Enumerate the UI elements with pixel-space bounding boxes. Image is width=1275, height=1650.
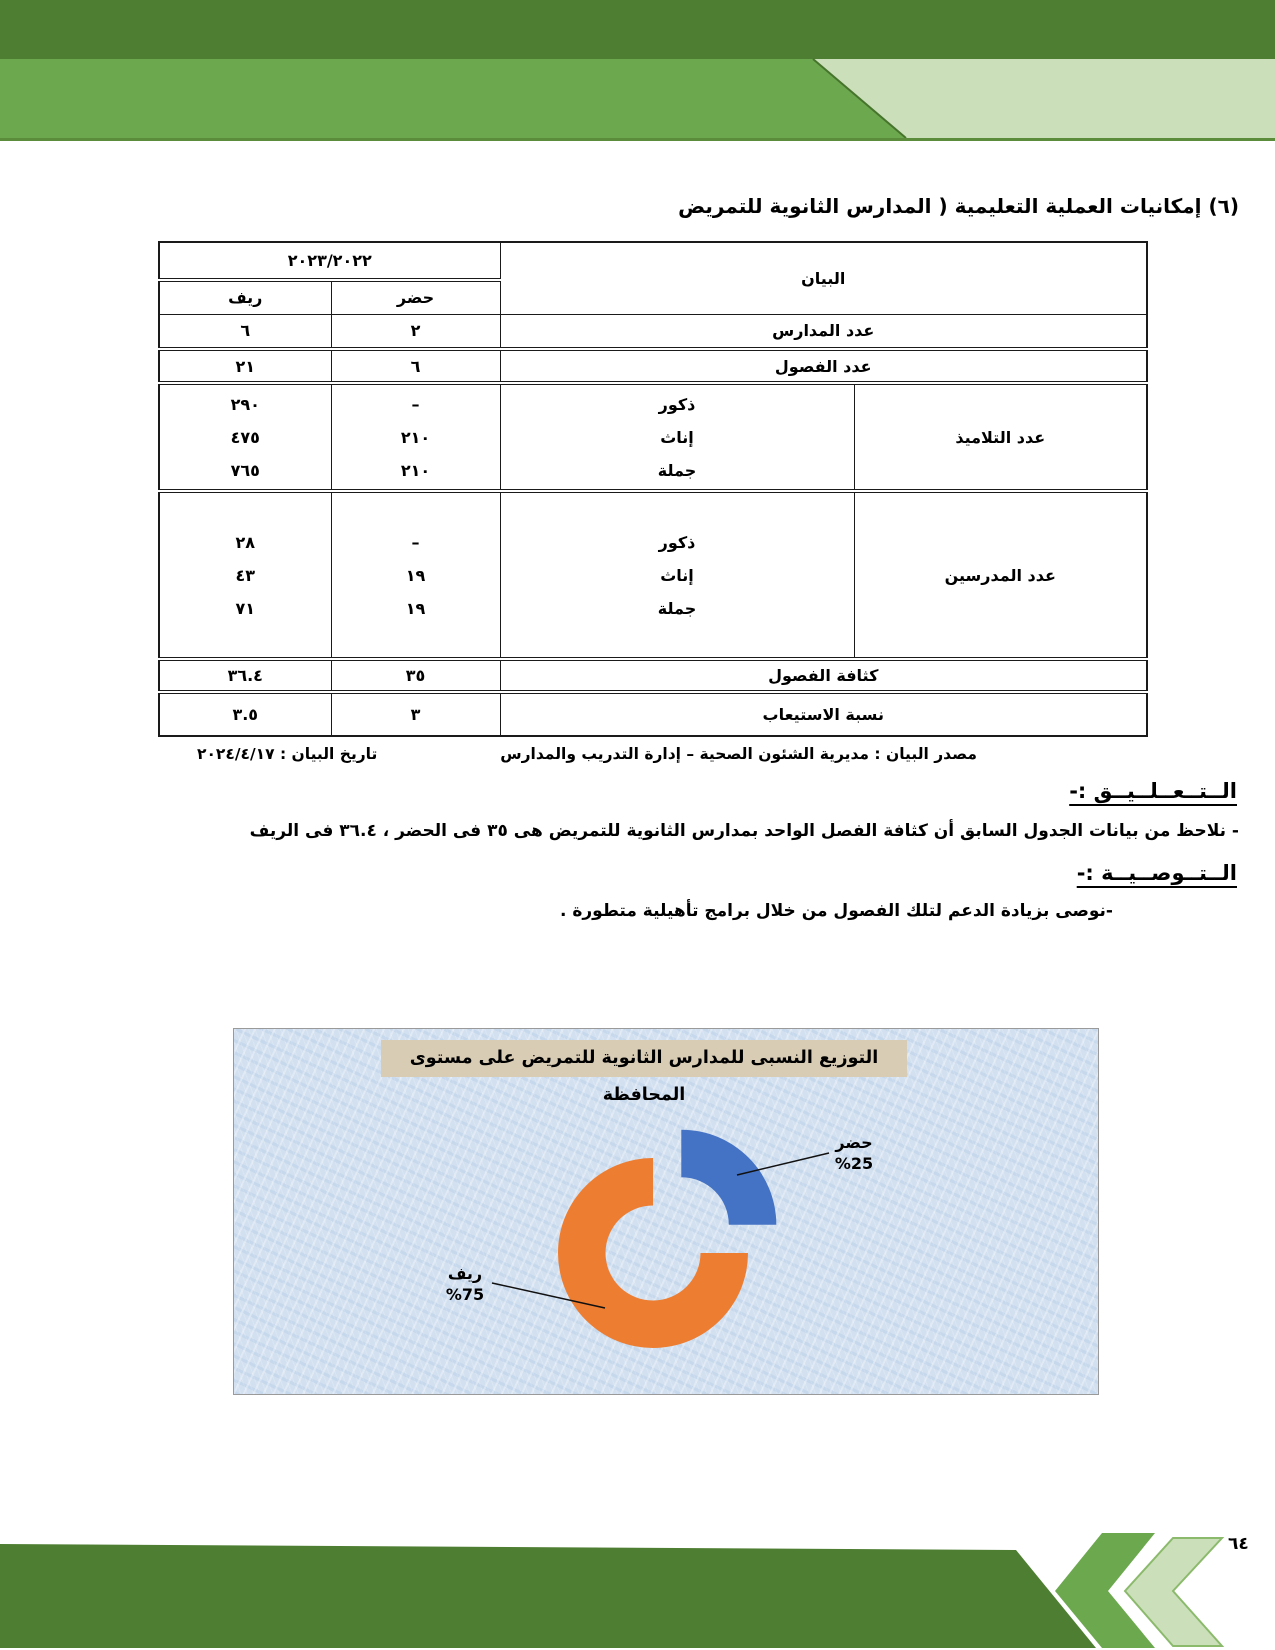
values-rural: [159, 383, 331, 491]
slice-value-rural: %75: [445, 1285, 485, 1304]
value-rural: ٢٨: [235, 532, 256, 552]
comment-heading: الــتــعــلــيــق :-: [1069, 779, 1237, 803]
value-rural: ٤٣: [235, 565, 256, 585]
recommendation-heading: الــتــوصــيــة :-: [1076, 861, 1237, 885]
sub-label: إناث: [660, 427, 694, 447]
comment-text: - نلاحظ من بيانات الجدول السابق أن كثافة الفصل الواحد بمدارس الثانوية للتمريض هى ٣٥ فى الحضر ، ٣٦.٤ فى الريف: [249, 821, 1239, 841]
value-urban: ٣٥: [331, 659, 500, 692]
recommendation-text: -نوصى بزيادة الدعم لتلك الفصول من خلال برامج تأهيلية متطورة .: [559, 901, 1113, 921]
value-rural: ٣٦.٤: [159, 659, 331, 692]
page-title: (٦) إمكانيات العملية التعليمية ( المدارس الثانوية للتمريض: [678, 194, 1239, 218]
values-urban: [331, 383, 500, 491]
footer-banner: [0, 1530, 1275, 1650]
row-label: عدد التلاميذ: [854, 383, 1147, 491]
table-row-schools: [159, 314, 1147, 349]
header-cell-rural: ريف: [159, 280, 331, 314]
table-row-teachers: [159, 491, 1147, 659]
table-row-students: [159, 383, 1147, 491]
slice-value-urban: %25: [834, 1154, 874, 1173]
footer-dark-band: [0, 1544, 1096, 1648]
chart-title: التوزيع النسبى للمدارس الثانوية للتمريض على مستوى المحافظة: [381, 1040, 907, 1077]
value-urban: ٦: [331, 349, 500, 383]
row-label: عدد المدارس: [500, 314, 1147, 349]
statistics-table-wrap: [160, 241, 1148, 737]
header-banner: [0, 0, 1275, 141]
slice-category-urban: حضر: [835, 1133, 873, 1152]
table-row-absorption: [159, 692, 1147, 736]
header-cell-year: ٢٠٢٣/٢٠٢٢: [159, 242, 500, 280]
value-urban: ٢: [331, 314, 500, 349]
doughnut-slice-0: [681, 1130, 776, 1225]
table-row-density: [159, 659, 1147, 692]
values-urban: [331, 491, 500, 659]
value-rural: ٤٧٥: [230, 427, 260, 447]
value-urban: ٢١٠: [400, 460, 431, 480]
statistics-table: [158, 241, 1148, 737]
value-rural: ٢٩٠: [230, 394, 260, 414]
value-rural: ٣.٥: [159, 692, 331, 736]
value-urban: ٣: [331, 692, 500, 736]
sub-labels: [500, 491, 854, 659]
sub-label: ذكور: [658, 394, 696, 414]
value-urban: ١٩: [405, 565, 426, 585]
sub-label: ذكور: [658, 532, 696, 552]
page-number: ٦٤: [1228, 1534, 1249, 1554]
values-rural: [159, 491, 331, 659]
table-header-row-1: [159, 242, 1147, 280]
value-rural: ٦: [159, 314, 331, 349]
row-label: نسبة الاستيعاب: [500, 692, 1147, 736]
header-cell-statement: البيان: [500, 242, 1147, 314]
table-row-classes: [159, 349, 1147, 383]
header-bottom-rule: [0, 138, 1275, 141]
data-source-line: مصدر البيان : مديرية الشئون الصحية – إدارة التدريب والمدارس: [500, 745, 977, 763]
doughnut-slices: [558, 1130, 776, 1348]
slice-category-rural: ريف: [447, 1264, 483, 1283]
row-label: عدد الفصول: [500, 349, 1147, 383]
sub-labels: [500, 383, 854, 491]
value-urban: ١٩: [405, 598, 426, 618]
header-dark-band: [0, 0, 1275, 59]
value-urban: –: [411, 394, 420, 414]
sub-label: جملة: [657, 460, 697, 480]
value-rural: ٧١: [235, 598, 256, 618]
header-cell-urban: حضر: [331, 280, 500, 314]
doughnut-chart: [233, 1028, 1099, 1395]
header-mid-band: [0, 59, 906, 138]
slice-label-rural: [430, 1263, 500, 1305]
value-rural: ٢١: [159, 349, 331, 383]
sub-label: إناث: [660, 565, 694, 585]
row-label: كثافة الفصول: [500, 659, 1147, 692]
value-urban: –: [411, 532, 420, 552]
value-urban: ٢١٠: [400, 427, 431, 447]
sub-label: جملة: [657, 598, 697, 618]
row-label: عدد المدرسين: [854, 491, 1147, 659]
data-date-line: تاريخ البيان : ٢٠٢٤/٤/١٧: [197, 745, 378, 763]
slice-label-urban: [819, 1132, 889, 1174]
value-rural: ٧٦٥: [230, 460, 260, 480]
